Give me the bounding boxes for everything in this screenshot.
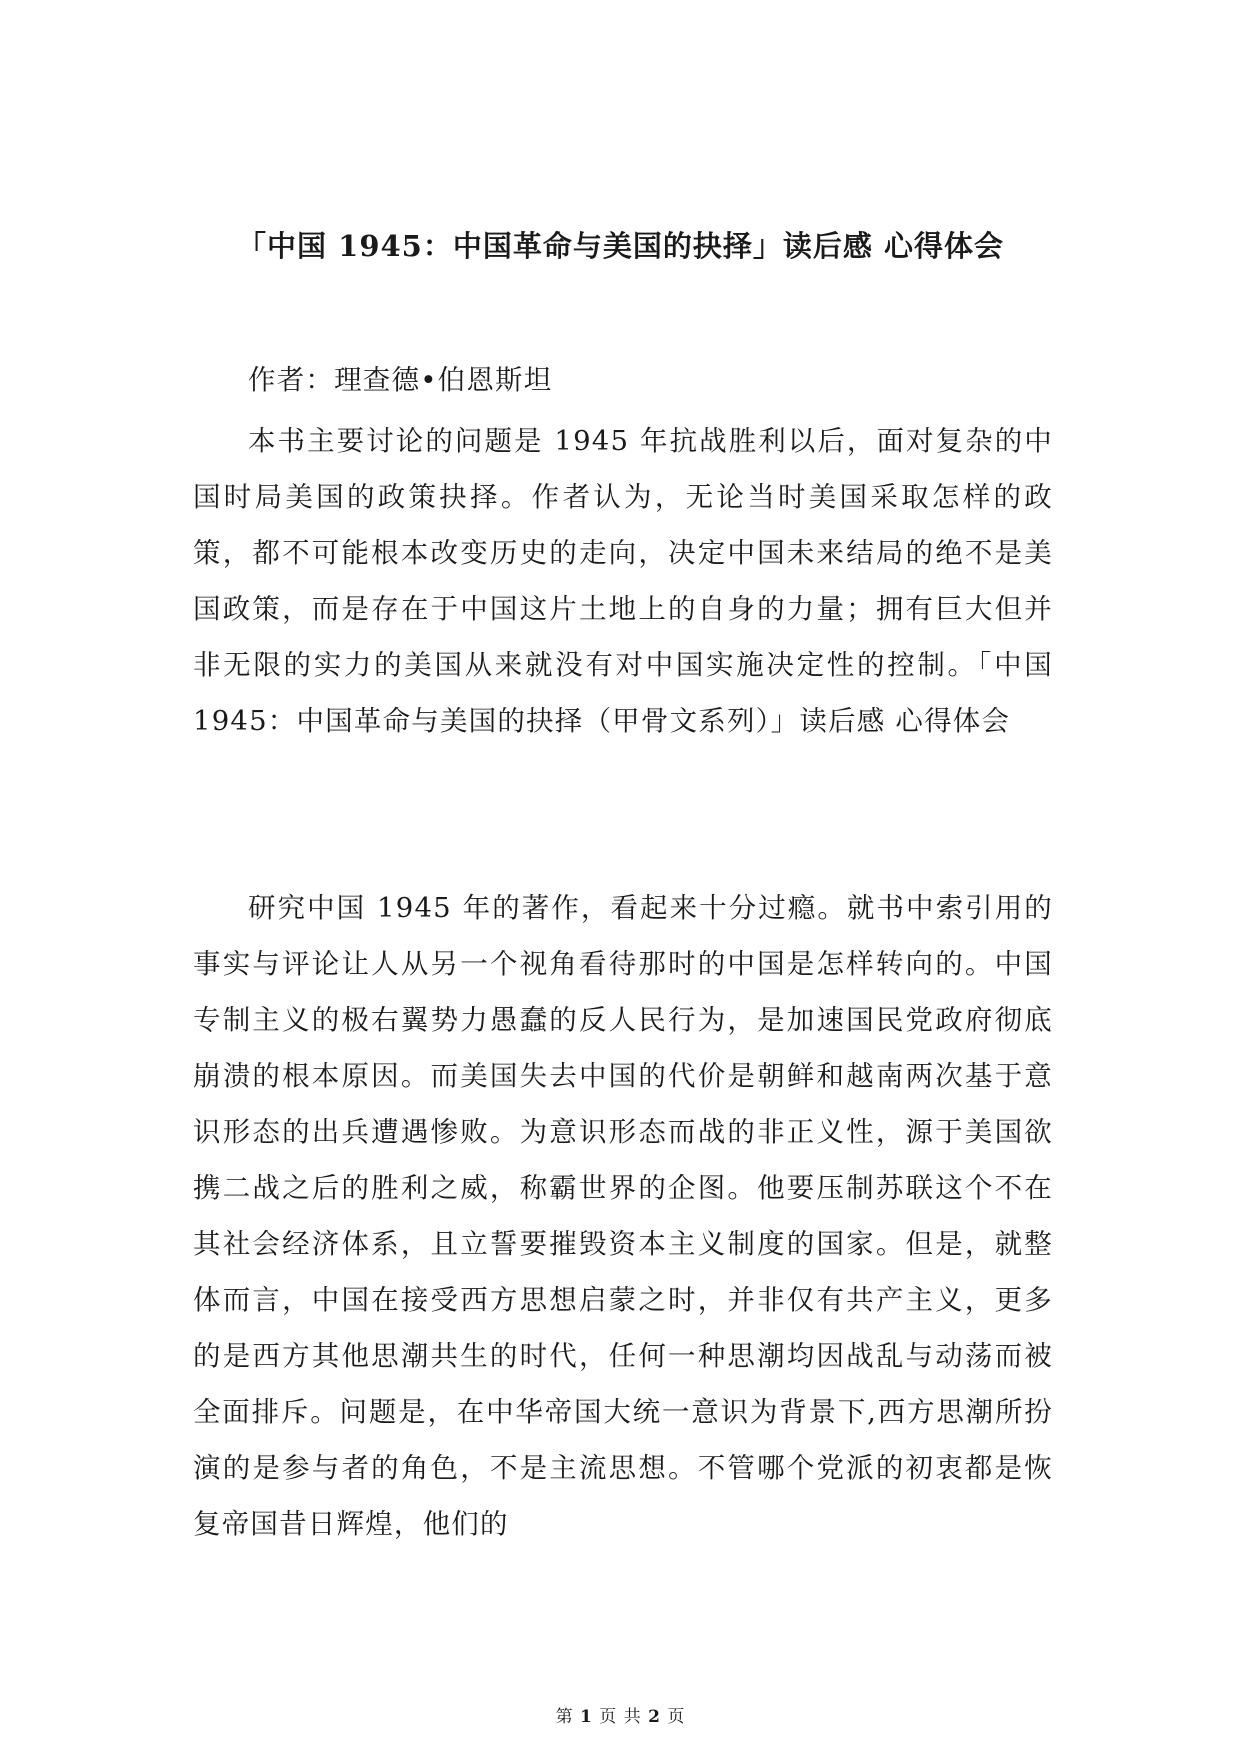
paragraph-1: 本书主要讨论的问题是 1945 年抗战胜利以后，面对复杂的中国时局美国的政策抉择。作者认为，无论当时美国采取怎样的政策，都不可能根本改变历史的走向，决定中国未来结局的绝不是美国政策，而是存在于中国这片土地上的自身的力量；拥有巨大但并非无限的实力的美国从来就没有对中国实施决定性的控制。「中国 1945：中国革命与美国的抉择（甲骨文系列）」读后感 心得体会 [193, 425, 1053, 737]
document-title: 「中国 1945：中国革命与美国的抉择」读后感 心得体会 [237, 229, 1004, 263]
page-footer [0, 1705, 1241, 1729]
current-page-number: 1 [580, 1707, 593, 1727]
footer-prefix: 第 [555, 1707, 574, 1727]
footer-middle: 页 共 [599, 1707, 642, 1727]
paragraph-2: 研究中国 1945 年的著作，看起来十分过瘾。就书中索引用的事实与评论让人从另一个视角看待那时的中国是怎样转向的。中国专制主义的极右翼势力愚蠢的反人民行为，是加速国民党政府彻底崩溃的根本原因。而美国失去中国的代价是朝鲜和越南两次基于意识形态的出兵遭遇惨败。为意识形态而战的非正义性，源于美国欲携二战之后的胜利之威，称霸世界的企图。他要压制苏联这个不在其社会经济体系，且立誓要摧毁资本主义制度的国家。但是，就整体而言，中国在接受西方思想启蒙之时，并非仅有共产主义，更多的是西方其他思潮共生的时代，任何一种思潮均因战乱与动荡而被全面排斥。问题是，在中华帝国大统一意识为背景下,西方思潮所扮演的是参与者的角色，不是主流思想。不管哪个党派的初衷都是恢复帝国昔日辉煌，他们的 [193, 892, 1053, 1540]
footer-suffix: 页 [667, 1707, 686, 1727]
author-line: 作者：理查德•伯恩斯坦 [248, 364, 553, 396]
total-page-count: 2 [648, 1707, 661, 1727]
